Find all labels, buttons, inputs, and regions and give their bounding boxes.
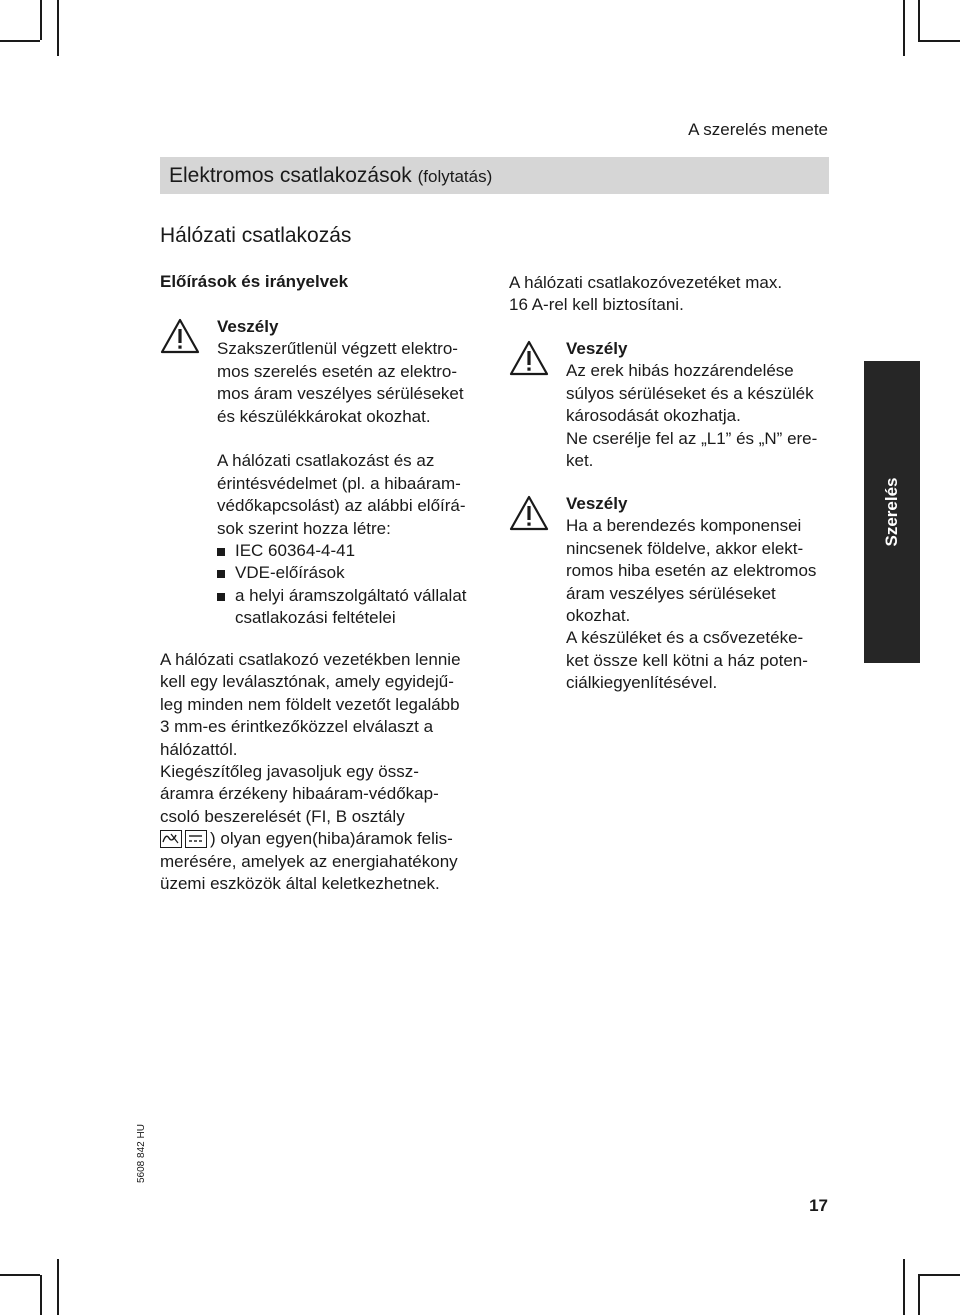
body-text-line: kell egy leválasztónak, amely egyidejű- — [160, 672, 454, 692]
warning-triangle-icon — [509, 340, 549, 376]
warning-text-line: mos szerelés esetén az elektro- — [217, 361, 457, 381]
warning-text-line: Ne cserélje fel az „L1” és „N” ere- — [566, 428, 818, 448]
chapter-title — [169, 164, 492, 188]
warning-text-line: áram veszélyes sérüléseket — [566, 583, 776, 603]
crop-mark — [918, 1275, 920, 1315]
warning-text-line: Az erek hibás hozzárendelése — [566, 361, 794, 381]
crop-mark — [40, 1275, 42, 1315]
running-header: A szerelés menete — [688, 120, 828, 139]
document-number: 5608 842 HU — [136, 1124, 147, 1183]
warning-text-line: ciálkiegyenlítésével. — [566, 673, 718, 693]
body-text-line: hálózattól. — [160, 739, 238, 759]
list-item-text: csatlakozási feltételei — [235, 608, 396, 628]
chapter-title-main: Elektromos csatlakozások — [169, 164, 412, 187]
body-text-line: A hálózati csatlakozó vezetékben lennie — [160, 650, 461, 669]
warning-label: Veszély — [566, 339, 628, 358]
section-title: Hálózati csatlakozás — [160, 224, 352, 247]
crop-mark — [57, 1259, 59, 1315]
list-item-text: VDE-előírások — [235, 563, 345, 583]
warning-text-line: nincsenek földelve, akkor elekt- — [566, 538, 804, 558]
body-text-line: merésére, amelyek az energiahatékony — [160, 851, 458, 871]
warning-block — [566, 493, 816, 695]
right-intro-text — [509, 272, 782, 317]
list-item — [217, 540, 467, 562]
body-text-fragment: ) olyan egyen(hiba)áramok felis- — [210, 829, 453, 849]
warning-label: Veszély — [566, 494, 628, 513]
list-item — [217, 585, 467, 630]
intro-text-line: A hálózati csatlakozást és az — [217, 451, 435, 471]
dc-current-symbol-icon — [185, 830, 207, 848]
left-body-text — [160, 649, 461, 895]
chapter-title-bar — [160, 157, 829, 194]
warning-text-line: okozhat. — [566, 606, 631, 626]
intro-text-line: sok szerint hozza létre: — [217, 518, 391, 538]
subsection-title: Előírások és irányelvek — [160, 272, 349, 291]
warning-text-line: ket. — [566, 451, 594, 471]
crop-mark — [0, 40, 40, 42]
warning-text-line: súlyos sérüléseket és a készülék — [566, 383, 814, 403]
warning-text-line: romos hiba esetén az elektromos — [566, 561, 817, 581]
warning-triangle-icon — [509, 495, 549, 531]
crop-mark — [57, 0, 59, 56]
body-text-line: 16 A-rel kell biztosítani. — [509, 295, 684, 315]
warning-text-line: Szakszerűtlenül végzett elektro- — [217, 339, 458, 359]
bullet-square-icon — [217, 570, 225, 578]
body-text-line-with-symbols — [160, 828, 461, 850]
warning-text-line: mos áram veszélyes sérüléseket — [217, 384, 464, 404]
left-column-block — [217, 316, 467, 630]
body-text-line: A hálózati csatlakozóvezetéket max. — [509, 273, 783, 292]
chapter-title-sub: (folytatás) — [417, 167, 493, 186]
crop-mark — [0, 1274, 40, 1276]
crop-mark — [918, 40, 960, 42]
warning-text-line: és készülékkárokat okozhat. — [217, 406, 431, 426]
crop-mark — [918, 0, 920, 40]
crop-mark — [903, 0, 905, 56]
intro-text-line: érintésvédelmet (pl. a hibaáram- — [217, 473, 461, 493]
list-item — [217, 562, 467, 584]
warning-label: Veszély — [217, 317, 279, 336]
body-text-line: csoló beszerelését (FI, B osztály — [160, 806, 405, 826]
warning-block — [566, 338, 817, 472]
warning-triangle-icon — [160, 318, 200, 354]
bullet-square-icon — [217, 593, 225, 601]
body-text-line: üzemi eszközök által keletkezhetnek. — [160, 874, 440, 894]
body-text-line: leg minden nem földelt vezetőt legalább — [160, 694, 460, 714]
crop-mark — [918, 1274, 960, 1276]
chapter-side-tab — [864, 361, 920, 663]
crop-mark — [903, 1259, 905, 1315]
ac-current-symbol-icon — [160, 830, 182, 848]
list-item-text: IEC 60364-4-41 — [235, 541, 356, 561]
side-tab-label: Szerelés — [882, 477, 901, 547]
warning-text-line: A készüléket és a csővezetéke- — [566, 628, 804, 648]
bullet-square-icon — [217, 548, 225, 556]
warning-text-line: ket össze kell kötni a ház poten- — [566, 650, 808, 670]
page-number: 17 — [809, 1196, 828, 1215]
intro-text-line: védőkapcsolást) az alábbi előírá- — [217, 496, 466, 516]
body-text-line: Kiegészítőleg javasoljuk egy össz- — [160, 762, 419, 782]
body-text-line: 3 mm-es érintkezőközzel elválaszt a — [160, 717, 434, 737]
body-text-line: áramra érzékeny hibaáram-védőkap- — [160, 784, 439, 804]
list-item-text: a helyi áramszolgáltató vállalat — [235, 585, 467, 605]
warning-text-line: károsodását okozhatja. — [566, 406, 741, 426]
crop-mark — [40, 0, 42, 40]
warning-text-line: Ha a berendezés komponensei — [566, 516, 802, 536]
